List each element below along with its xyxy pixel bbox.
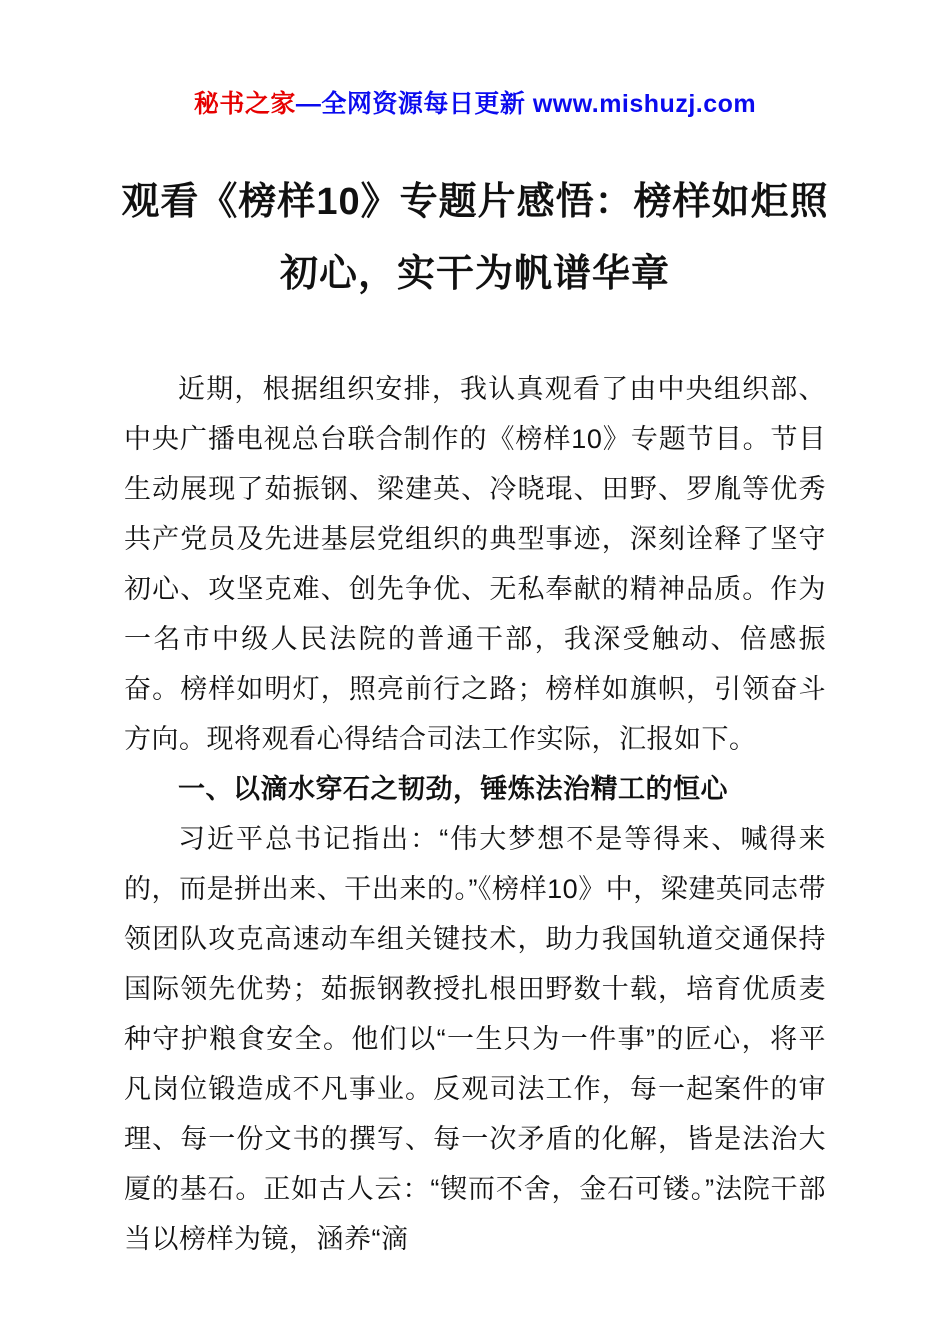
site-name: 秘书之家 — [193, 90, 296, 118]
body-paragraph: 近期，根据组织安排，我认真观看了由中央组织部、中央广播电视总台联合制作的《榜样10》专题节目。节目生动展现了茹振钢、梁建英、冷晓琨、田野、罗胤等优秀共产党员及先进基层党组织的典型事迹，深刻诠释了坚守初心、攻坚克难、创先争优、无私奉献的精神品质。作为一名市中级人民法院的普通干部，我深受触动、倍感振奋。榜样如明灯，照亮前行之路；榜样如旗帜，引领奋斗方向。现将观看心得结合司法工作实际，汇报如下。 — [124, 374, 826, 754]
section-heading: 一、以滴水穿石之韧劲，锤炼法治精工的恒心 — [178, 774, 728, 804]
document-title: 观看《榜样10》专题片感悟：榜样如炬照初心，实干为帆谱华章 — [121, 181, 829, 295]
site-header — [0, 0, 950, 120]
document-body — [124, 364, 826, 1264]
body-paragraph: 习近平总书记指出：“伟大梦想不是等得来、喊得来的，而是拼出来、干出来的。”《榜样10》中，梁建英同志带领团队攻克高速动车组关键技术，助力我国轨道交通保持国际领先优势；茹振钢教授扎根田野数十载，培育优质麦种守护粮食安全。他们以“一生只为一件事”的匠心，将平凡岗位锻造成不凡事业。反观司法工作，每一起案件的审理、每一份文书的撰写、每一次矛盾的化解，皆是法治大厦的基石。正如古人云：“锲而不舍，金石可镂。”法院干部当以榜样为镜，涵养“滴 — [124, 824, 826, 1254]
site-tagline: —全网资源每日更新 — [295, 90, 533, 118]
site-url-link[interactable]: www.mishuzj.com — [532, 90, 757, 118]
